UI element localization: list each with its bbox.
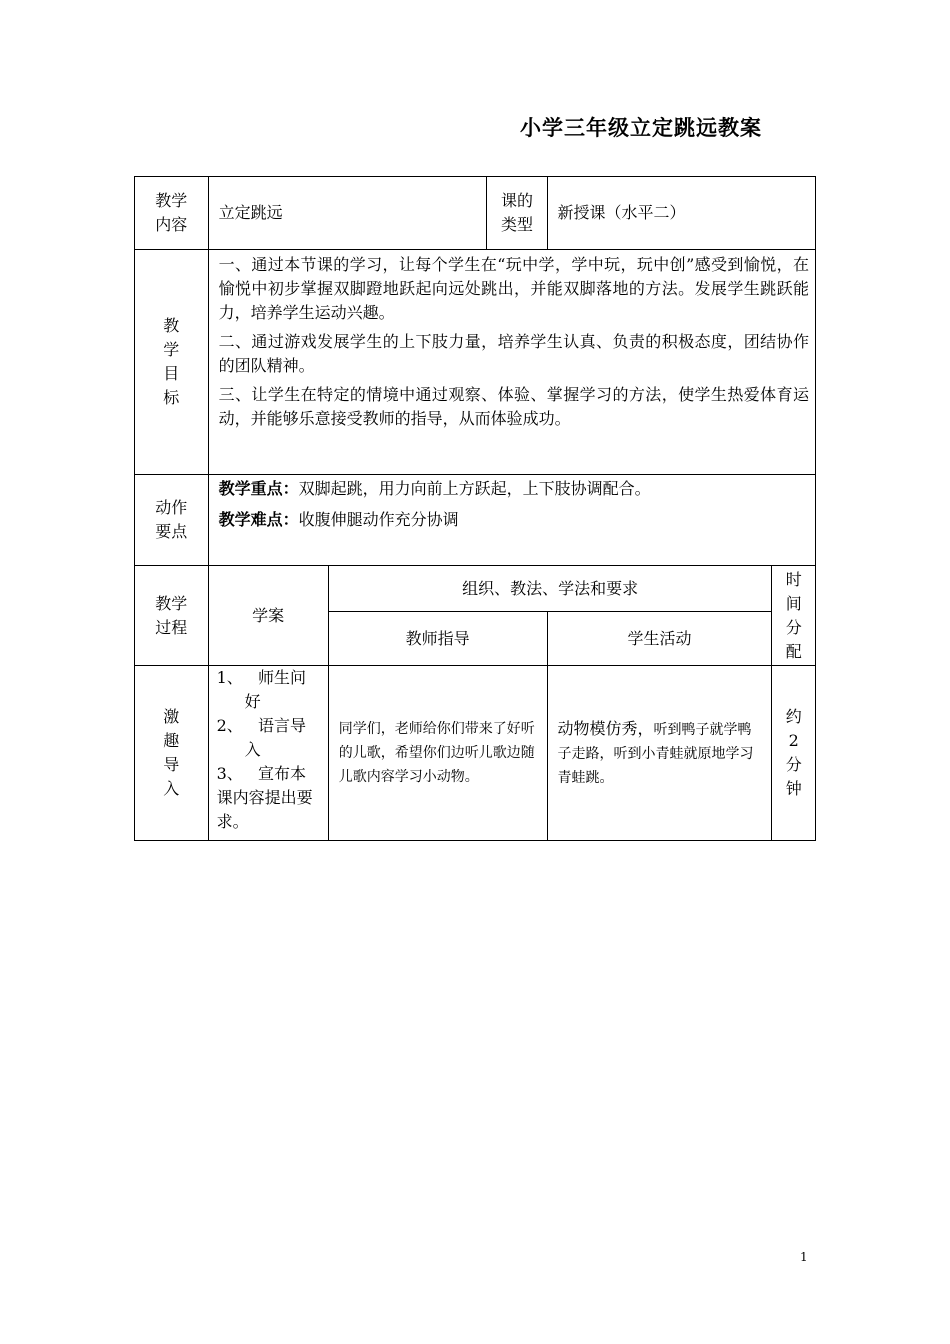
- lesson-plan-table: [134, 176, 816, 841]
- type-value: 新授课（水平二）: [547, 177, 816, 250]
- process-header-row: [135, 566, 816, 612]
- goals-content: [208, 250, 815, 475]
- goals-label: 教 学 目 标: [135, 250, 209, 475]
- keypoints-label: 动作 要点: [135, 475, 209, 566]
- goal-item: 一、通过本节课的学习，让每个学生在“玩中学，学中玩，玩中创”感受到愉悦，在愉悦中初步掌握双脚蹬地跃起向远处跳出，并能双脚落地的方法。发展学生跳跃能力，培养学生运动兴趣。: [218, 255, 809, 322]
- goals-row: [135, 250, 816, 475]
- org-column-header: 组织、教法、学法和要求: [328, 566, 772, 612]
- intro-student-activity: 动物模仿秀，听到鸭子就学鸭子走路，听到小青蛙就原地学习青蛙跳。: [547, 666, 772, 841]
- intro-plan-list: 1、 师生问 好 2、 语言导 入 3、 宣布本 课内容提出要求。: [208, 666, 328, 841]
- keypoints-content: [208, 475, 815, 566]
- difficulty-line: 教学难点：收腹伸腿动作充分协调: [218, 510, 459, 529]
- list-item: 1、 师生问: [216, 668, 307, 687]
- goal-item: 三、让学生在特定的情境中通过观察、体验、掌握学习的方法，使学生热爱体育运动，并能够乐意接受教师的指导，从而体验成功。: [218, 385, 809, 428]
- goal-item: 二、通过游戏发展学生的上下肢力量，培养学生认真、负责的积极态度，团结协作的团队精神。: [218, 332, 809, 375]
- intro-time: 约 2 分 钟: [772, 666, 816, 841]
- time-column-header: 时 间 分 配: [772, 566, 816, 666]
- page-title: 小学三年级立定跳远教案: [520, 116, 762, 140]
- teacher-column-header: 教师指导: [328, 612, 547, 666]
- content-label: 教学 内容: [135, 177, 209, 250]
- focus-line: 教学重点：双脚起跳，用力向前上方跃起，上下肢协调配合。: [218, 479, 651, 498]
- type-label: 课的 类型: [487, 177, 547, 250]
- keypoints-row: [135, 475, 816, 566]
- page-number: 1: [800, 1250, 808, 1264]
- list-item: 2、 语言导: [216, 716, 307, 735]
- intro-teacher-guidance: 同学们，老师给你们带来了好听的儿歌，希望你们边听儿歌边随儿歌内容学习小动物。: [328, 666, 547, 841]
- content-value: 立定跳远: [208, 177, 487, 250]
- process-label: 教学 过程: [135, 566, 209, 666]
- list-item: 3、 宣布本: [216, 764, 307, 783]
- intro-row: [135, 666, 816, 841]
- content-row: [135, 177, 816, 250]
- plan-column-header: 学案: [208, 566, 328, 666]
- intro-label: 激 趣 导 入: [135, 666, 209, 841]
- student-column-header: 学生活动: [547, 612, 772, 666]
